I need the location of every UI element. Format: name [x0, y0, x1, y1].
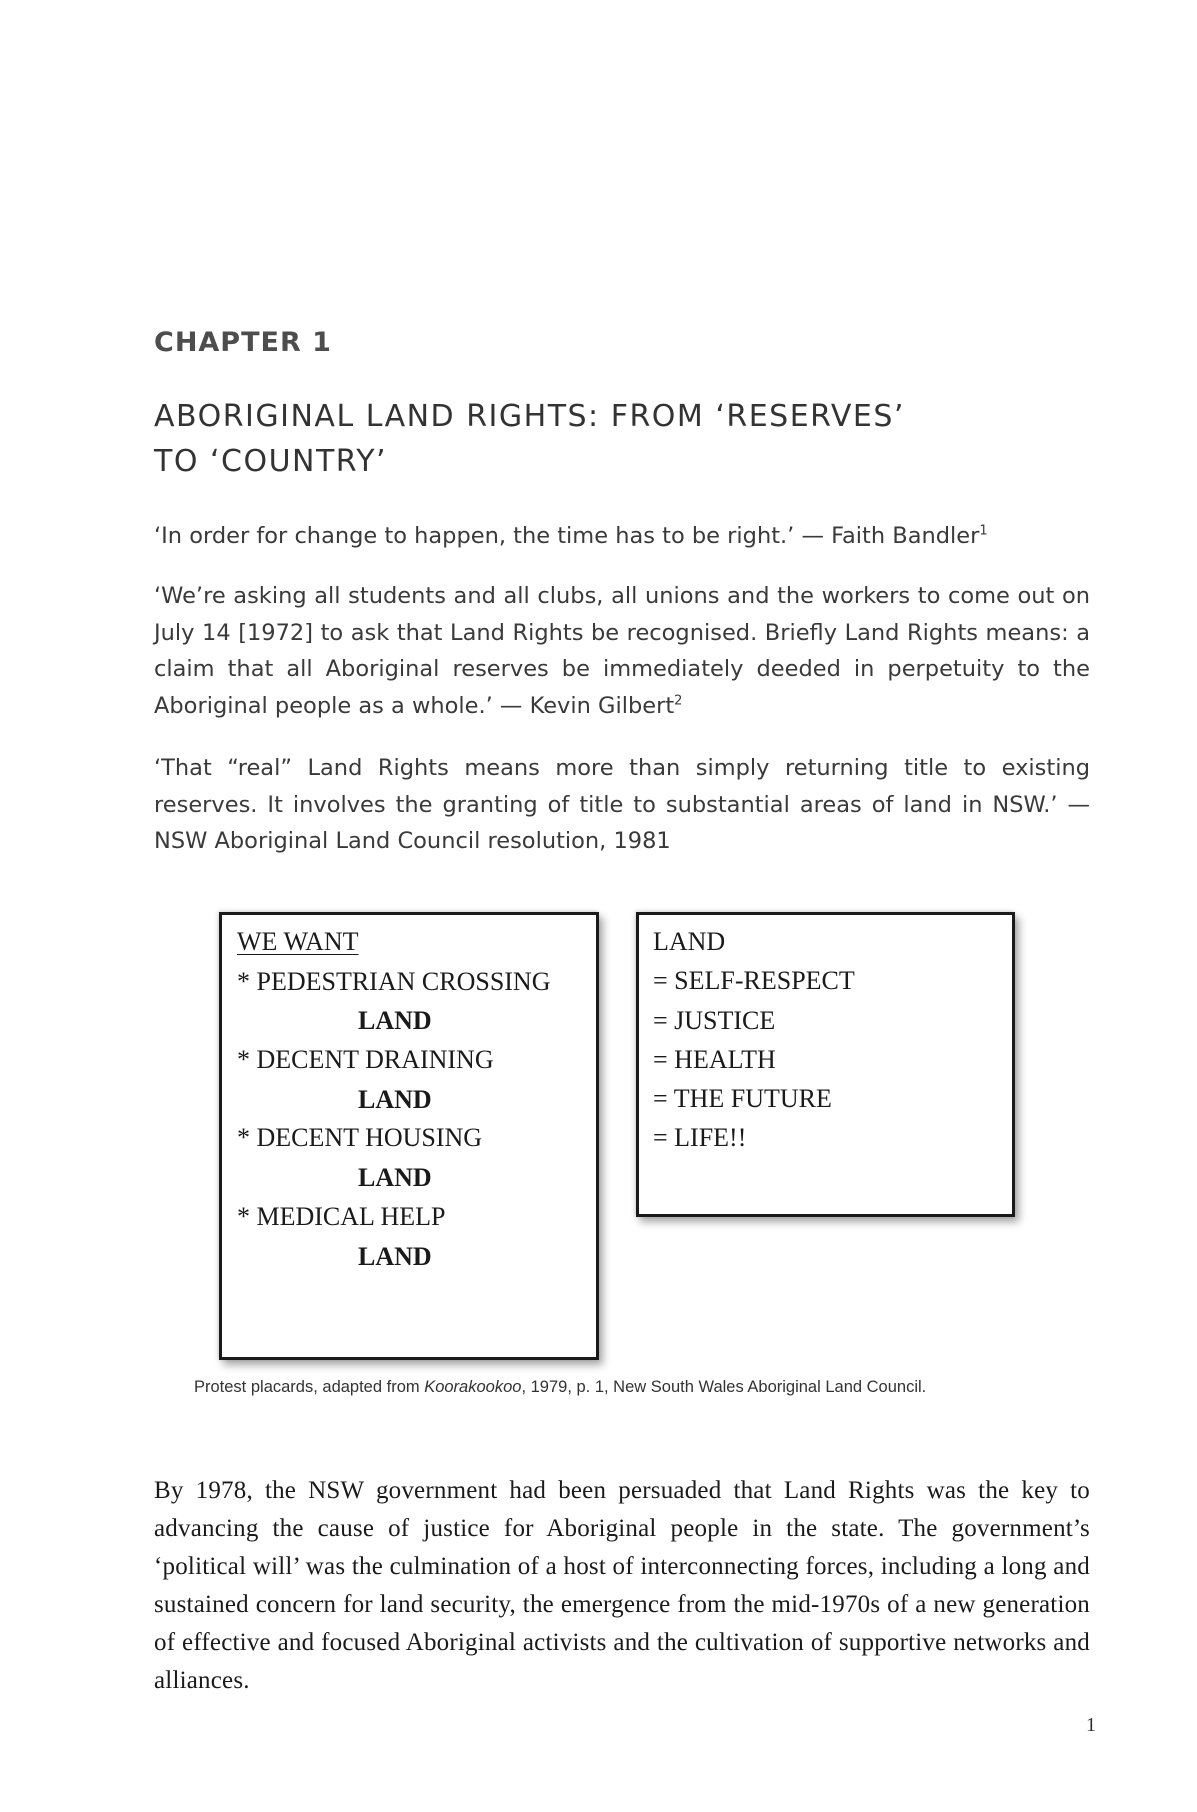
caption-prefix: Protest placards, adapted from [194, 1378, 425, 1396]
caption-suffix: , 1979, p. 1, New South Wales Aboriginal Land Council. [521, 1378, 927, 1396]
epigraph-text: ‘We’re asking all students and all clubs, all unions and the workers to come out on July 14 [1972] to ask that Land Rights be recognised. Briefly Land Rights means: a claim that all Aboriginal reserves be immediately deeded in perpetuity to the Aboriginal people as a whole.’ — Kevin Gilbert [154, 583, 1090, 719]
chapter-title [154, 394, 1054, 484]
footnote-marker[interactable]: 1 [979, 523, 988, 539]
chapter-label: CHAPTER 1 [154, 327, 332, 358]
epigraph-text: ‘In order for change to happen, the time has to be right.’ — Faith Bandler [154, 523, 980, 549]
placard-line-land: LAND [358, 1006, 432, 1035]
placard-we-want [219, 912, 599, 1360]
caption-source: Koorakookoo [424, 1378, 522, 1396]
placard-line: = HEALTH [653, 1045, 776, 1074]
placard-line-land: LAND [358, 1242, 432, 1271]
placard-line: = LIFE!! [653, 1123, 747, 1152]
placard-line: * MEDICAL HELP [237, 1202, 446, 1231]
placard-line: = SELF-RESPECT [653, 966, 855, 995]
placard-line-land: LAND [358, 1163, 432, 1192]
chapter-title-line-1: ABORIGINAL LAND RIGHTS: FROM ‘RESERVES’ [154, 399, 905, 434]
figure-caption [194, 1378, 1094, 1397]
epigraph-faith-bandler [154, 518, 1090, 555]
epigraph-land-council-resolution [154, 750, 1090, 860]
chapter-title-line-2: TO ‘COUNTRY’ [154, 444, 388, 479]
placard-line-land: LAND [358, 1085, 432, 1114]
placard-land-equals [636, 912, 1015, 1217]
placard-line: = JUSTICE [653, 1006, 776, 1035]
footnote-marker[interactable]: 2 [674, 693, 683, 708]
placard-line: = THE FUTURE [653, 1084, 832, 1113]
placard-line: * DECENT HOUSING [237, 1123, 483, 1152]
epigraph-kevin-gilbert [154, 578, 1090, 724]
body-paragraph: By 1978, the NSW government had been persuaded that Land Rights was the key to advancing the cause of justice for Aboriginal people in the state. The government’s ‘political will’ was the culmination of a host of interconnecting forces, including a long and sustained concern for land security, the emergence from the mid-1970s of a new generation of effective and focused Aboriginal activists and the cultivation of supportive networks and alliances. [154, 1477, 1090, 1694]
page-number: 1 [1086, 1714, 1096, 1736]
placard-line: * DECENT DRAINING [237, 1045, 494, 1074]
epigraph-text: ‘That “real” Land Rights means more than simply returning title to existing reserves. It involves the granting of title to substantial areas of land in NSW.’ — NSW Aboriginal Land Council resolution, 1981 [154, 755, 1090, 854]
placard-line: * PEDESTRIAN CROSSING [237, 967, 551, 996]
placard-heading: WE WANT [237, 927, 359, 956]
placard-heading: LAND [653, 927, 726, 956]
